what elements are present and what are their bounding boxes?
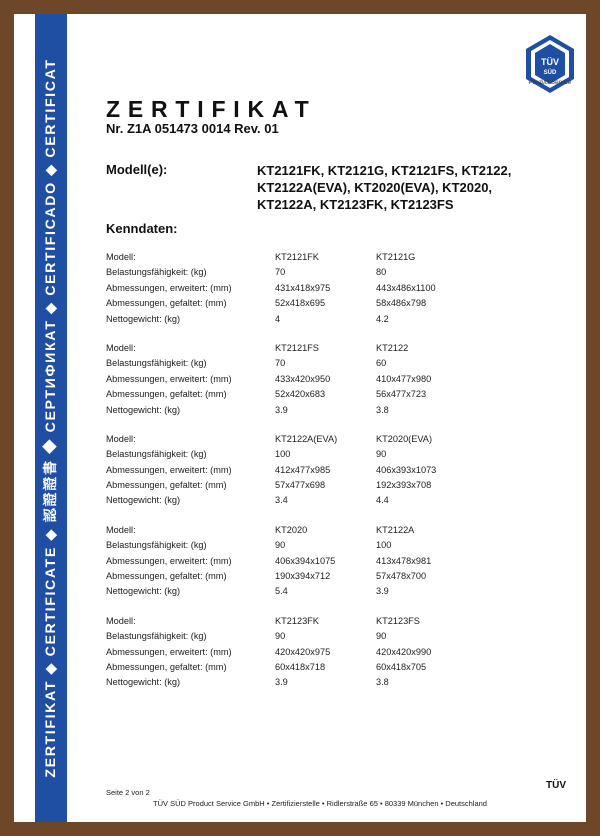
spec-row	[106, 463, 566, 478]
spec-value-1: 52x418x695	[275, 298, 326, 309]
footer-address: TÜV SÜD Product Service GmbH • Zertifizierstelle • Ridlerstraße 65 • 80339 München • Deutschland	[153, 799, 487, 808]
spec-label: Belastungsfähigkeit: (kg)	[106, 540, 207, 551]
spec-label: Abmessungen, erweitert: (mm)	[106, 555, 232, 566]
logo-sub: SÜD	[543, 70, 557, 76]
tuv-logo-icon	[524, 26, 576, 102]
spec-value-2: 60x418x705	[376, 661, 427, 672]
spec-label: Modell:	[106, 342, 136, 353]
spec-value-2: 80	[376, 267, 387, 278]
spec-row	[106, 432, 566, 447]
spec-row	[106, 629, 566, 644]
spec-blocks	[106, 250, 566, 705]
spec-row	[106, 312, 566, 327]
spec-label: Nettogewicht: (kg)	[106, 586, 181, 597]
spec-value-2: 100	[376, 540, 392, 551]
spec-value-1: KT2123FK	[275, 615, 319, 626]
spec-label: Belastungsfähigkeit: (kg)	[106, 631, 207, 642]
spec-value-1: 100	[275, 449, 291, 460]
spec-label: Belastungsfähigkeit: (kg)	[106, 267, 207, 278]
spec-row	[106, 584, 566, 599]
spec-label: Abmessungen, erweitert: (mm)	[106, 646, 232, 657]
spec-label: Abmessungen, gefaltet: (mm)	[106, 298, 227, 309]
spec-value-2: 58x486x798	[376, 298, 427, 309]
spec-label: Abmessungen, gefaltet: (mm)	[106, 389, 227, 400]
page-number: Seite 2 von 2	[106, 788, 150, 797]
spec-block	[106, 523, 566, 600]
spec-value-1: 412x477x985	[275, 464, 331, 475]
spec-value-1: 70	[275, 267, 286, 278]
spec-label: Modell:	[106, 433, 136, 444]
model-line: KT2121FK, KT2121G, KT2121FS, KT2122,	[257, 163, 512, 178]
spec-value-1: 52x420x683	[275, 389, 326, 400]
spec-label: Modell:	[106, 615, 136, 626]
spec-label: Nettogewicht: (kg)	[106, 313, 181, 324]
spec-value-1: 3.4	[275, 495, 288, 506]
spec-label: Nettogewicht: (kg)	[106, 404, 181, 415]
footer-tuv-logo: TÜV	[546, 780, 566, 791]
certificate-number: Nr. Z1A 051473 0014 Rev. 01	[106, 121, 279, 136]
spec-label: Belastungsfähigkeit: (kg)	[106, 449, 207, 460]
spec-value-1: 431x418x975	[275, 282, 331, 293]
spec-value-2: 4.4	[376, 495, 389, 506]
spec-value-2: 406x393x1073	[376, 464, 437, 475]
spec-value-2: 413x478x981	[376, 555, 432, 566]
spec-row	[106, 296, 566, 311]
spec-value-2: 90	[376, 449, 387, 460]
certificate-page	[14, 14, 586, 822]
spec-row	[106, 387, 566, 402]
spec-value-2: 3.8	[376, 677, 389, 688]
spec-value-2: 443x486x1100	[376, 282, 436, 293]
logo-brand: TÜV	[541, 57, 559, 67]
spec-row	[106, 372, 566, 387]
model-list	[257, 162, 557, 213]
spec-value-1: 60x418x718	[275, 661, 326, 672]
spec-row	[106, 554, 566, 569]
side-stripe	[35, 14, 67, 822]
spec-value-1: 3.9	[275, 404, 288, 415]
spec-label: Abmessungen, erweitert: (mm)	[106, 282, 232, 293]
spec-row	[106, 447, 566, 462]
spec-value-1: KT2121FS	[275, 342, 319, 353]
spec-value-1: 5.4	[275, 586, 288, 597]
spec-value-1: 433x420x950	[275, 373, 331, 384]
spec-value-2: 3.8	[376, 404, 389, 415]
model-label: Modell(e):	[106, 162, 168, 177]
spec-value-1: 190x394x712	[275, 571, 331, 582]
spec-label: Belastungsfähigkeit: (kg)	[106, 358, 207, 369]
spec-label: Modell:	[106, 524, 136, 535]
spec-value-2: 410x477x980	[376, 373, 432, 384]
model-line: KT2122A(EVA), KT2020(EVA), KT2020,	[257, 180, 493, 195]
spec-label: Abmessungen, gefaltet: (mm)	[106, 571, 227, 582]
spec-row	[106, 660, 566, 675]
spec-label: Nettogewicht: (kg)	[106, 677, 181, 688]
spec-row	[106, 265, 566, 280]
spec-label: Abmessungen, gefaltet: (mm)	[106, 480, 227, 491]
spec-row	[106, 538, 566, 553]
spec-value-1: 70	[275, 358, 286, 369]
spec-value-2: 90	[376, 631, 387, 642]
spec-row	[106, 356, 566, 371]
spec-row	[106, 341, 566, 356]
spec-label: Abmessungen, gefaltet: (mm)	[106, 661, 227, 672]
spec-value-2: 4.2	[376, 313, 389, 324]
spec-value-1: 90	[275, 631, 286, 642]
spec-value-2: 57x478x700	[376, 571, 427, 582]
spec-value-1: 57x477x698	[275, 480, 326, 491]
spec-value-2: 192x393x708	[376, 480, 432, 491]
spec-block	[106, 432, 566, 509]
spec-value-1: KT2122A(EVA)	[275, 433, 338, 444]
spec-label: Abmessungen, erweitert: (mm)	[106, 373, 232, 384]
model-line: KT2122A, KT2123FK, KT2123FS	[257, 197, 454, 212]
spec-value-2: KT2122	[376, 342, 409, 353]
spec-value-2: KT2122A	[376, 524, 415, 535]
spec-row	[106, 478, 566, 493]
spec-row	[106, 569, 566, 584]
spec-value-1: 406x394x1075	[275, 555, 336, 566]
spec-row	[106, 493, 566, 508]
spec-value-1: KT2020	[275, 524, 308, 535]
spec-row	[106, 645, 566, 660]
logo-caption: Product Service	[528, 80, 572, 86]
spec-row	[106, 675, 566, 690]
page-title: ZERTIFIKAT	[106, 96, 317, 122]
kenndaten-heading: Kenndaten:	[106, 221, 178, 236]
spec-row	[106, 614, 566, 629]
spec-value-1: KT2121FK	[275, 252, 319, 262]
spec-row	[106, 403, 566, 418]
spec-row	[106, 523, 566, 538]
spec-value-2: 3.9	[376, 586, 389, 597]
spec-label: Abmessungen, erweitert: (mm)	[106, 464, 232, 475]
spec-row	[106, 281, 566, 296]
spec-block	[106, 614, 566, 691]
spec-value-2: KT2121G	[376, 252, 416, 262]
spec-value-1: 90	[275, 540, 286, 551]
spec-value-2: 60	[376, 358, 387, 369]
spec-value-1: 4	[275, 313, 281, 324]
spec-label: Modell:	[106, 252, 136, 262]
spec-block	[106, 341, 566, 418]
spec-value-2: KT2020(EVA)	[376, 433, 432, 444]
spec-value-2: KT2123FS	[376, 615, 420, 626]
spec-value-2: 420x420x990	[376, 646, 432, 657]
side-stripe-text: ZERTIFIKAT ◆ CERTIFICATE ◆ 認證證書 ◆ СЕРТИФИКАТ ◆ CERTIFICADO ◆ CERTIFICAT	[43, 58, 59, 778]
spec-row	[106, 250, 566, 265]
spec-label: Nettogewicht: (kg)	[106, 495, 181, 506]
spec-value-1: 3.9	[275, 677, 288, 688]
spec-block	[106, 250, 566, 327]
spec-value-2: 56x477x723	[376, 389, 427, 400]
spec-value-1: 420x420x975	[275, 646, 331, 657]
